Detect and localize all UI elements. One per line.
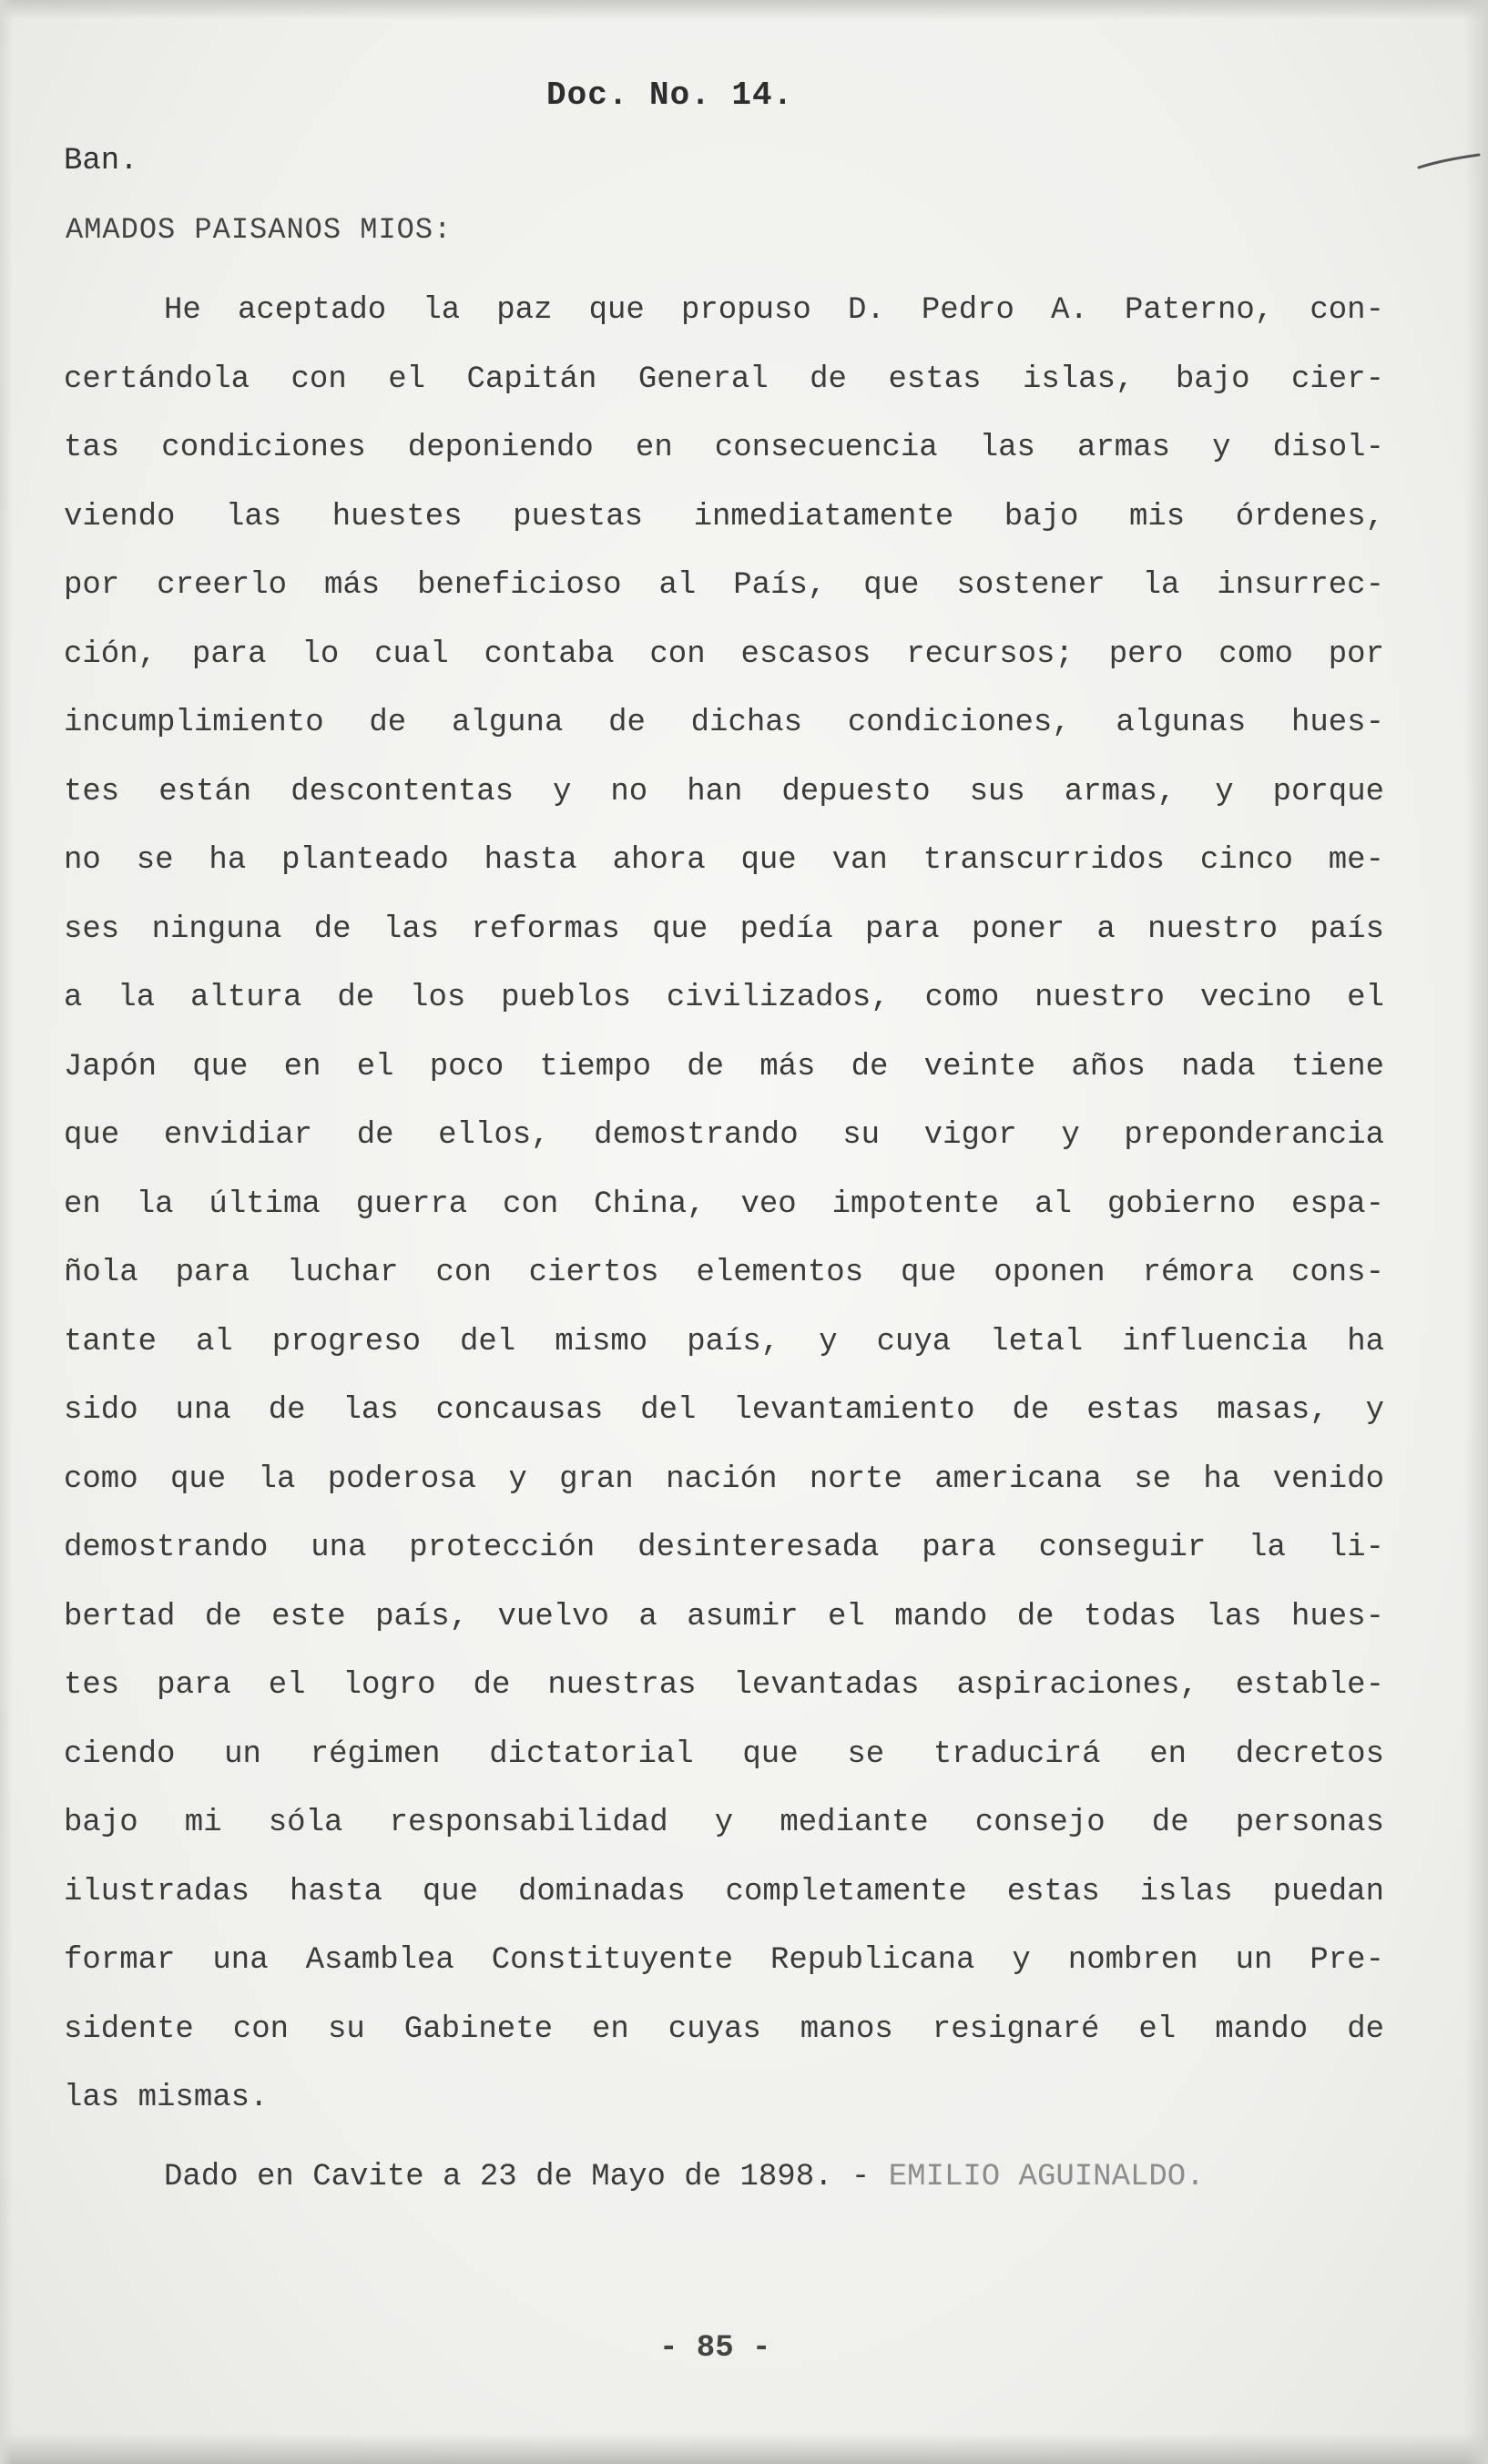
body-line: certándola con el Capitán General de estas islas, bajo cier- [64, 361, 1384, 397]
scan-edge-bottom [0, 2433, 1488, 2464]
page-number: - 85 - [659, 2331, 771, 2366]
body-line: incumplimiento de alguna de dichas condiciones, algunas hues- [64, 706, 1384, 740]
signature: EMILIO AGUINALDO. [888, 2160, 1205, 2194]
body-line: demostrando una protección desinteresada para conseguir la li- [64, 1531, 1384, 1565]
body-line: bertad de este país, vuelvo a asumir el mando de todas las hues- [64, 1599, 1384, 1634]
body-line: sidente con su Gabinete en cuyas manos resignaré el mando de [64, 2011, 1384, 2047]
body-line: en la última guerra con China, veo impotente al gobierno espa- [64, 1186, 1384, 1222]
body-line: ción, para lo cual contaba con escasos recursos; pero como por [64, 636, 1384, 672]
body-line: como que la poderosa y gran nación norte americana se ha venido [64, 1461, 1384, 1497]
salutation: AMADOS PAISANOS MIOS: [66, 213, 453, 247]
pen-mark [1417, 153, 1481, 169]
body-line: no se ha planteado hasta ahora que van transcurridos cinco me- [64, 843, 1384, 878]
body-line: bajo mi sóla responsabilidad y mediante consejo de personas [64, 1806, 1384, 1840]
scan-edge-top [0, 0, 1488, 20]
body-line: tes están descontentas y no han depuesto sus armas, y porque [64, 774, 1384, 809]
body-line: las mismas. [64, 2081, 269, 2115]
body-text [64, 277, 1384, 2133]
scan-edge-left [0, 0, 13, 2464]
body-line: He aceptado la paz que propuso D. Pedro A. Paterno, con- [164, 293, 1384, 328]
body-line: Japón que en el poco tiempo de más de veinte años nada tiene [64, 1049, 1384, 1084]
ban-label: Ban. [64, 144, 138, 178]
body-line: viendo las huestes puestas inmediatamente bajo mis órdenes, [64, 499, 1384, 535]
body-line: formar una Asamblea Constituyente Republicana y nombren un Pre- [64, 1943, 1384, 1978]
body-line: ciendo un régimen dictatorial que se traducirá en decretos [64, 1736, 1384, 1772]
body-line: por creerlo más beneficioso al País, que sostener la insurrec- [64, 568, 1384, 603]
scan-edge-right [1464, 0, 1488, 2464]
body-line: tas condiciones deponiendo en consecuencia las armas y disol- [64, 431, 1384, 465]
dated-text: Dado en Cavite a 23 de Mayo de 1898. - [164, 2160, 889, 2194]
body-line: sido una de las concausas del levantamiento de estas masas, y [64, 1393, 1384, 1428]
body-line: a la altura de los pueblos civilizados, como nuestro vecino el [64, 981, 1384, 1015]
body-line: ñola para luchar con ciertos elementos que oponen rémora cons- [64, 1256, 1384, 1290]
body-line: que envidiar de ellos, demostrando su vigor y preponderancia [64, 1118, 1384, 1153]
body-line: ses ninguna de las reformas que pedía para poner a nuestro país [64, 911, 1384, 947]
body-line: tante al progreso del mismo país, y cuya letal influencia ha [64, 1324, 1384, 1359]
closing-line [164, 2160, 1205, 2194]
body-line: ilustradas hasta que dominadas completamente estas islas puedan [64, 1874, 1384, 1909]
doc-number: Doc. No. 14. [546, 76, 794, 114]
body-line: tes para el logro de nuestras levantadas aspiraciones, estable- [64, 1668, 1384, 1703]
